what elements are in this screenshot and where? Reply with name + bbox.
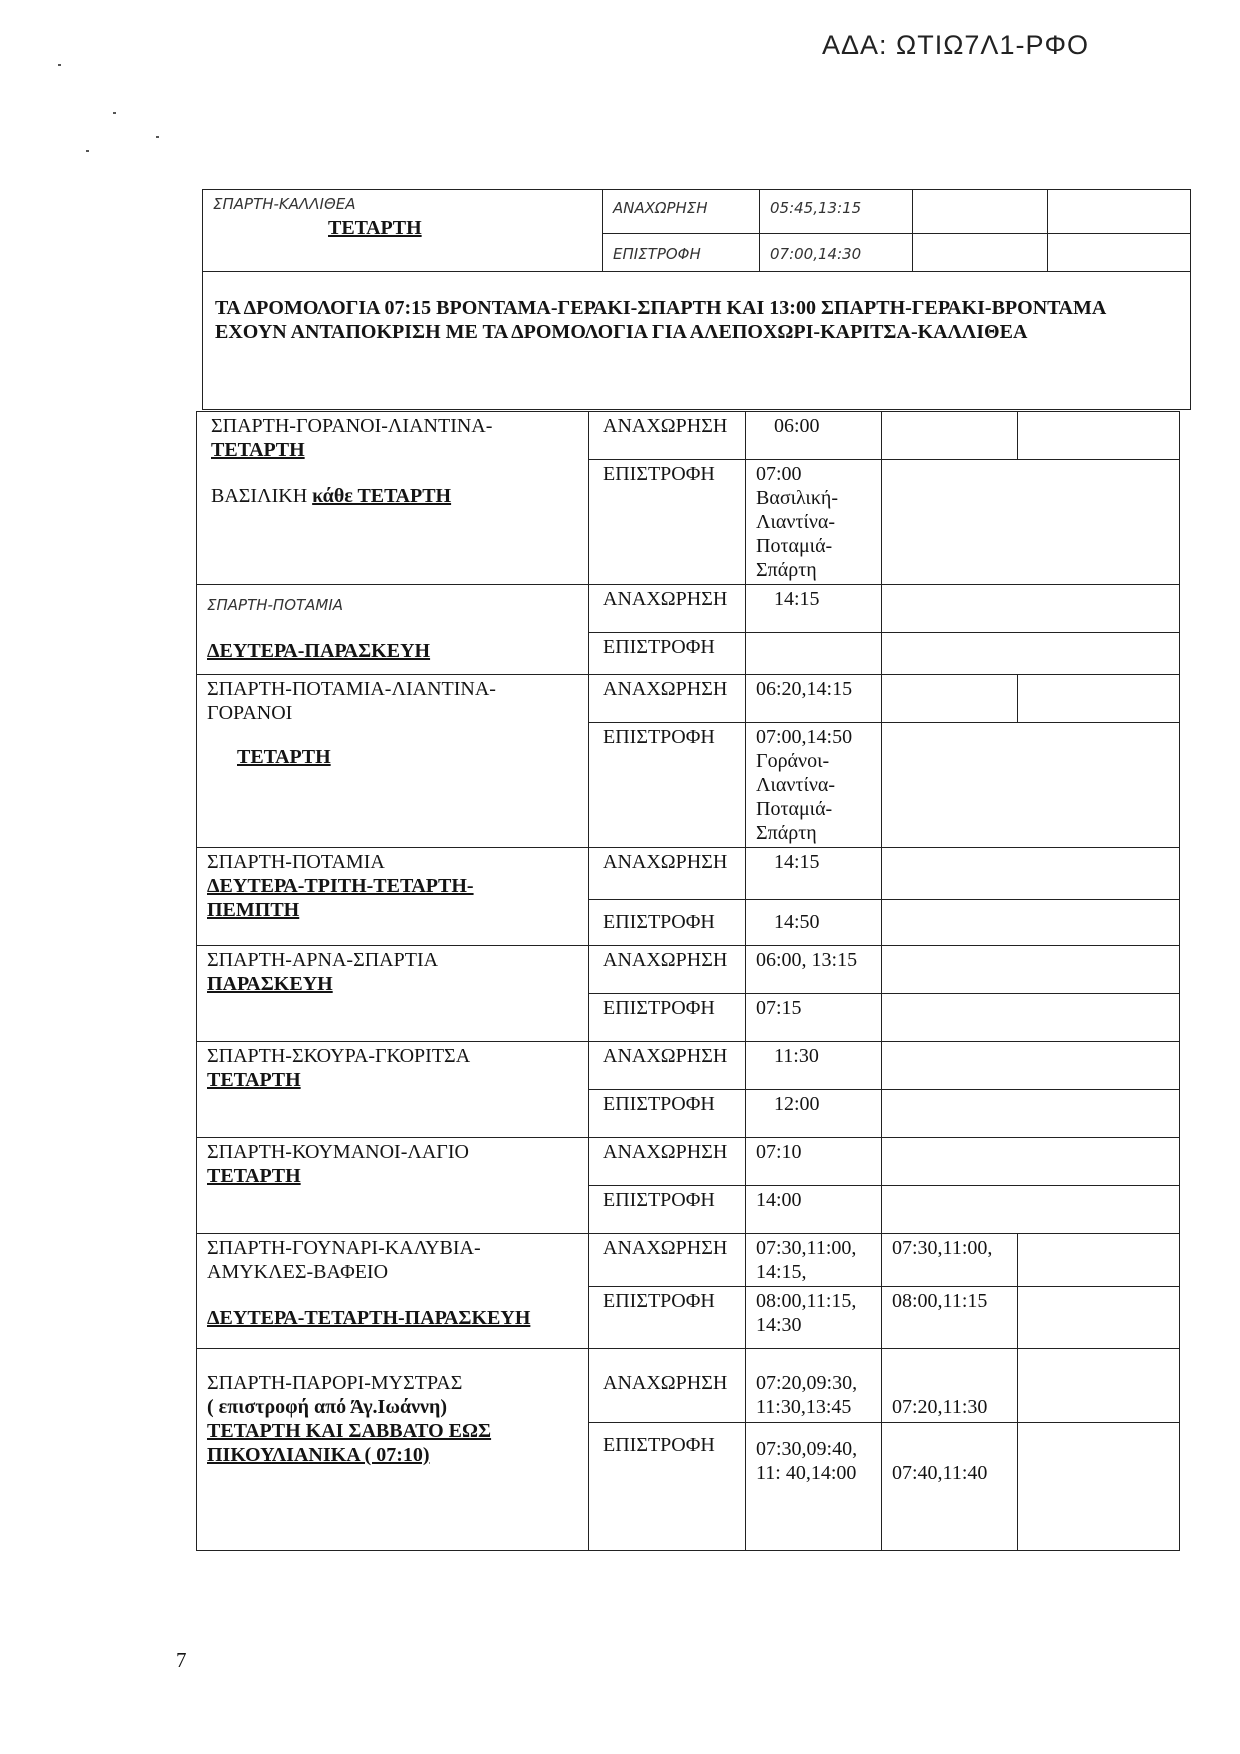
dep-time-cont: 14:15, <box>756 1261 807 1283</box>
empty-cell <box>882 460 1018 585</box>
route-note: ( επιστροφή από Άγ.Ιωάννη) <box>207 1396 448 1418</box>
route-days: ΤΕΤΑΡΤΗ <box>207 1165 301 1187</box>
empty-cell <box>1018 1138 1180 1186</box>
empty-cell <box>1018 1423 1180 1551</box>
route-days: ΠΑΡΑΣΚΕΥΗ <box>207 973 333 995</box>
ret-label: ΕΠΙΣΤΡΟΦΗ <box>589 1287 746 1349</box>
top-route-cell <box>203 190 603 272</box>
ret-via: Σπάρτη <box>756 822 817 844</box>
route-cell <box>197 848 589 946</box>
ret-time: 14:50 <box>746 900 882 946</box>
ret-time: 08:00,11:15, <box>756 1290 857 1312</box>
empty-cell <box>882 848 1018 900</box>
ret-label: ΕΠΙΣΤΡΟΦΗ <box>589 1423 746 1551</box>
ret-via: Λιαντίνα- <box>756 511 836 533</box>
dep-label: ΑΝΑΧΩΡΗΣΗ <box>589 1042 746 1090</box>
empty-cell <box>1018 1287 1180 1349</box>
dep-time: 11:30 <box>746 1042 882 1090</box>
route-cell <box>197 412 589 585</box>
ret-via: Βασιλική- <box>756 487 839 509</box>
page-number: 7 <box>176 1648 187 1672</box>
route-days: ΔΕΥΤΕΡΑ-ΤΕΤΑΡΤΗ-ΠΑΡΑΣΚΕΥΗ <box>207 1307 531 1329</box>
top-ret-label: ΕΠΙΣΤΡΟΦΗ <box>603 234 760 272</box>
empty-cell <box>882 633 1018 675</box>
dep-time: 07:20,09:30, <box>756 1372 858 1394</box>
ret-times-cell <box>746 1423 882 1551</box>
route-cell <box>197 675 589 848</box>
empty-cell <box>882 1042 1018 1090</box>
empty-cell <box>1048 190 1191 234</box>
empty-cell <box>1018 900 1180 946</box>
route-cell <box>197 946 589 1042</box>
ret-time: 07:00 <box>756 463 802 485</box>
empty-cell <box>1018 1186 1180 1234</box>
route-cell <box>197 1234 589 1349</box>
ret-via: Ποταμιά- <box>756 535 833 557</box>
empty-cell <box>1018 723 1180 848</box>
ret-time: 07:30,09:40, <box>756 1438 858 1460</box>
ret-time: 07:00,14:50 <box>756 726 853 748</box>
ret-label: ΕΠΙΣΤΡΟΦΗ <box>589 994 746 1042</box>
dep-time: 07:10 <box>746 1138 882 1186</box>
empty-cell <box>1018 412 1180 460</box>
empty-cell <box>1018 585 1180 633</box>
ret-times-cell <box>746 1287 882 1349</box>
route-days: ΤΕΤΑΡΤΗ <box>211 439 305 461</box>
dep-times-cell <box>746 1234 882 1287</box>
empty-cell <box>1018 633 1180 675</box>
empty-cell <box>882 675 1018 723</box>
route-name-cont: ΓΟΡΑΝΟΙ <box>207 702 293 724</box>
empty-cell <box>882 1090 1018 1138</box>
ret-cell <box>746 460 882 585</box>
empty-cell <box>882 723 1018 848</box>
scan-speck <box>58 64 61 66</box>
ret-time-cont: 11: 40,14:00 <box>756 1462 857 1484</box>
route-extra-days: κάθε ΤΕΤΑΡΤΗ <box>312 485 452 507</box>
ret-time: 12:00 <box>746 1090 882 1138</box>
empty-cell <box>1018 1349 1180 1423</box>
scan-speck <box>86 150 89 152</box>
dep-time: 06:00 <box>746 412 882 460</box>
ret-label: ΕΠΙΣΤΡΟΦΗ <box>589 1090 746 1138</box>
empty-cell <box>882 946 1018 994</box>
route-days-cont: ΠΙΚΟΥΛΙΑΝΙΚΑ ( 07:10) <box>207 1444 430 1466</box>
dep-time-cont: 11:30,13:45 <box>756 1396 852 1418</box>
empty-cell <box>1018 848 1180 900</box>
dep-times-cell <box>746 1349 882 1423</box>
route-extra <box>211 484 578 508</box>
dep-time: 07:30,11:00, <box>756 1237 857 1259</box>
ret-via: Σπάρτη <box>756 559 817 581</box>
dep-time: 14:15 <box>746 585 882 633</box>
empty-cell <box>882 994 1018 1042</box>
route-name: ΣΠΑΡΤΗ-ΣΚΟΥΡΑ-ΓΚΟΡΙΤΣΑ <box>207 1045 471 1067</box>
top-dep-label: ΑΝΑΧΩΡΗΣΗ <box>603 190 760 234</box>
empty-cell <box>1018 675 1180 723</box>
dep-time: 06:00, 13:15 <box>746 946 882 994</box>
route-extra-name: ΒΑΣΙΛΙΚΗ <box>211 485 313 507</box>
empty-cell <box>882 1138 1018 1186</box>
dep-label: ΑΝΑΧΩΡΗΣΗ <box>589 1138 746 1186</box>
route-name: ΣΠΑΡΤΗ-ΠΑΡΟΡΙ-ΜΥΣΤΡΑΣ <box>207 1372 463 1394</box>
route-days: ΤΕΤΑΡΤΗ <box>237 746 331 768</box>
dep-alt-time: 07:30,11:00, <box>882 1234 1018 1287</box>
ret-via: Λιαντίνα- <box>756 774 836 796</box>
route-days-cont: ΠΕΜΠΤΗ <box>207 899 300 921</box>
empty-cell <box>1018 1090 1180 1138</box>
ret-time-cont: 14:30 <box>756 1314 802 1336</box>
empty-cell <box>1018 460 1180 585</box>
ret-label: ΕΠΙΣΤΡΟΦΗ <box>589 460 746 585</box>
dep-alt-time: 07:20,11:30 <box>882 1349 1018 1423</box>
route-days: ΤΕΤΑΡΤΗ <box>207 1069 301 1091</box>
top-schedule-table <box>202 189 1191 410</box>
empty-cell <box>882 412 1018 460</box>
route-cell <box>197 1042 589 1138</box>
dep-time: 06:20,14:15 <box>746 675 882 723</box>
route-name: ΣΠΑΡΤΗ-ΚΟΥΜΑΝΟΙ-ΛΑΓΙΟ <box>207 1141 469 1163</box>
ret-via: Ποταμιά- <box>756 798 833 820</box>
ret-time <box>746 633 882 675</box>
ada-code: ΑΔΑ: ΩΤΙΩ7Λ1-ΡΦΟ <box>822 30 1090 60</box>
route-cell <box>197 585 589 675</box>
top-days: ΤΕΤΑΡΤΗ <box>328 217 422 239</box>
route-name-cont: ΑΜΥΚΛΕΣ-ΒΑΦΕΙΟ <box>207 1261 389 1283</box>
dep-label: ΑΝΑΧΩΡΗΣΗ <box>589 946 746 994</box>
top-ret-times: 07:00,14:30 <box>760 234 913 272</box>
empty-cell <box>882 1186 1018 1234</box>
route-name: ΣΠΑΡΤΗ-ΓΟΡΑΝΟΙ-ΛΙΑΝΤΙΝΑ- <box>211 415 493 437</box>
route-name: ΣΠΑΡΤΗ-ΓΟΥΝΑΡΙ-ΚΑΛΥΒΙΑ- <box>207 1237 481 1259</box>
ret-time: 07:15 <box>746 994 882 1042</box>
route-cell <box>197 1138 589 1234</box>
ret-label: ΕΠΙΣΤΡΟΦΗ <box>589 900 746 946</box>
scan-speck <box>156 136 159 138</box>
route-name: ΣΠΑΡΤΗ-ΑΡΝΑ-ΣΠΑΡΤΙΑ <box>207 949 439 971</box>
empty-cell <box>913 234 1048 272</box>
ret-alt-time: 07:40,11:40 <box>882 1423 1018 1551</box>
ret-label: ΕΠΙΣΤΡΟΦΗ <box>589 723 746 848</box>
route-name: ΣΠΑΡΤΗ-ΠΟΤΑΜΙΑ <box>207 851 385 873</box>
empty-cell <box>1018 1234 1180 1287</box>
route-days: ΔΕΥΤΕΡΑ-ΠΑΡΑΣΚΕΥΗ <box>207 640 431 662</box>
scan-speck <box>113 112 116 114</box>
notice-cell <box>203 272 1191 410</box>
route-cell <box>197 1349 589 1551</box>
empty-cell <box>1048 234 1191 272</box>
route-name: ΣΠΑΡΤΗ-ΠΟΤΑΜΙΑ <box>207 596 344 614</box>
empty-cell <box>882 585 1018 633</box>
route-days: ΤΕΤΑΡΤΗ ΚΑΙ ΣΑΒΒΑΤΟ ΕΩΣ <box>207 1420 492 1442</box>
empty-cell <box>1018 1042 1180 1090</box>
ret-alt-time: 08:00,11:15 <box>882 1287 1018 1349</box>
top-route: ΣΠΑΡΤΗ-ΚΑΛΛΙΘΕΑ <box>213 195 356 213</box>
dep-time: 14:15 <box>746 848 882 900</box>
ret-label: ΕΠΙΣΤΡΟΦΗ <box>589 633 746 675</box>
dep-label: ΑΝΑΧΩΡΗΣΗ <box>589 1234 746 1287</box>
dep-label: ΑΝΑΧΩΡΗΣΗ <box>589 585 746 633</box>
empty-cell <box>1018 994 1180 1042</box>
empty-cell <box>882 900 1018 946</box>
ret-via: Γοράνοι- <box>756 750 830 772</box>
dep-label: ΑΝΑΧΩΡΗΣΗ <box>589 848 746 900</box>
notice-line-1: ΤΑ ΔΡΟΜΟΛΟΓΙΑ 07:15 ΒΡΟΝΤΑΜΑ-ΓΕΡΑΚΙ-ΣΠΑΡΤΗ ΚΑΙ 13:00 ΣΠΑΡΤΗ-ΓΕΡΑΚΙ-ΒΡΟΝΤΑΜΑ <box>215 297 1107 319</box>
dep-label: ΑΝΑΧΩΡΗΣΗ <box>589 412 746 460</box>
route-days: ΔΕΥΤΕΡΑ-ΤΡΙΤΗ-ΤΕΤΑΡΤΗ- <box>207 875 474 897</box>
dep-label: ΑΝΑΧΩΡΗΣΗ <box>589 675 746 723</box>
ret-cell <box>746 723 882 848</box>
ret-label: ΕΠΙΣΤΡΟΦΗ <box>589 1186 746 1234</box>
empty-cell <box>913 190 1048 234</box>
empty-cell <box>1018 946 1180 994</box>
top-dep-times: 05:45,13:15 <box>760 190 913 234</box>
ret-time: 14:00 <box>746 1186 882 1234</box>
dep-label: ΑΝΑΧΩΡΗΣΗ <box>589 1349 746 1423</box>
route-name: ΣΠΑΡΤΗ-ΠΟΤΑΜΙΑ-ΛΙΑΝΤΙΝΑ- <box>207 678 496 700</box>
main-schedule-table <box>196 411 1180 1551</box>
notice-line-2: ΕΧΟΥΝ ΑΝΤΑΠΟΚΡΙΣΗ ΜΕ ΤΑ ΔΡΟΜΟΛΟΓΙΑ ΓΙΑ ΑΛΕΠΟΧΩΡΙ-ΚΑΡΙΤΣΑ-ΚΑΛΛΙΘΕΑ <box>215 321 1028 343</box>
